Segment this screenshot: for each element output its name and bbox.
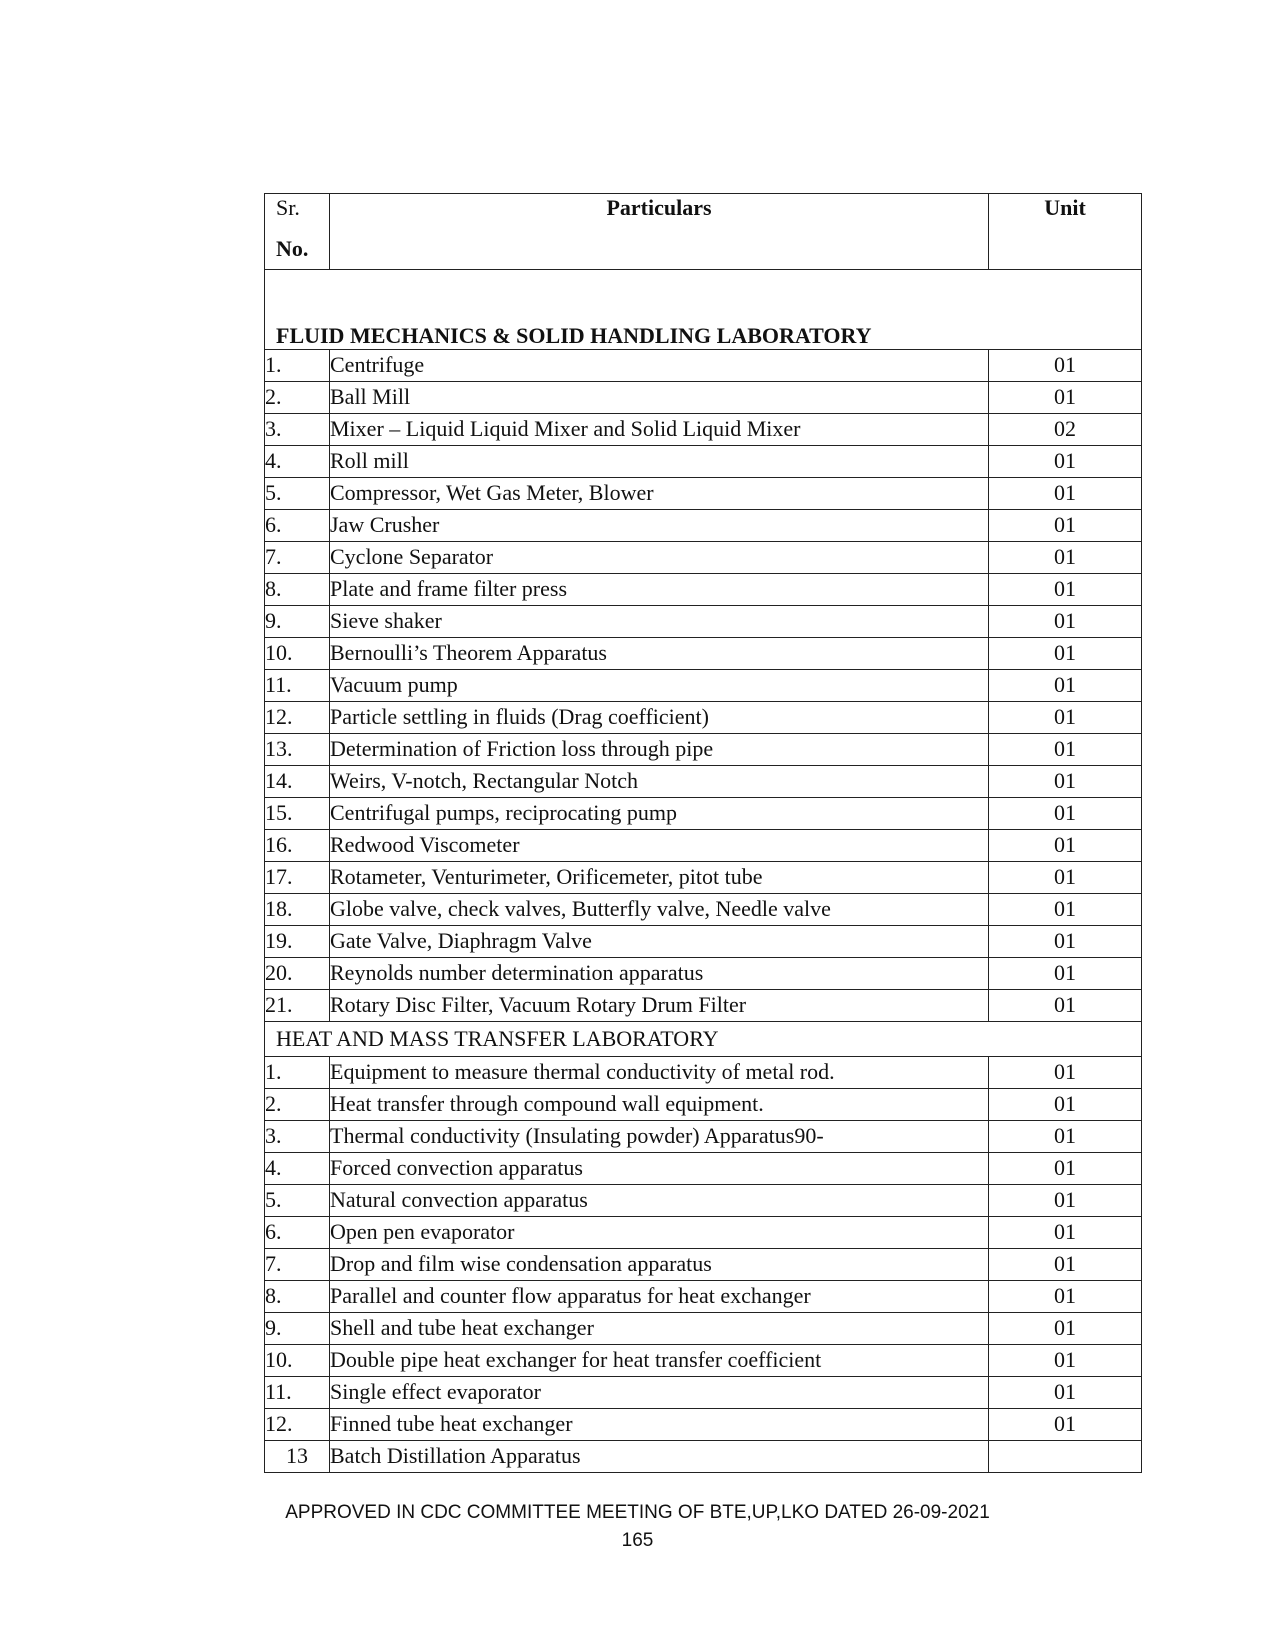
particulars-cell: Finned tube heat exchanger [330, 1409, 989, 1441]
table-row [265, 1345, 1142, 1377]
sr-cell: 11. [265, 1377, 330, 1409]
table-row [265, 382, 1142, 414]
sr-cell: 13 [265, 1441, 330, 1473]
header-particulars: Particulars [330, 194, 989, 270]
section-title: HEAT AND MASS TRANSFER LABORATORY [265, 1022, 1142, 1057]
sr-cell: 7. [265, 542, 330, 574]
equipment-table [264, 193, 1142, 1473]
unit-cell: 01 [989, 1249, 1142, 1281]
table-row [265, 1153, 1142, 1185]
table-row [265, 1089, 1142, 1121]
unit-cell: 01 [989, 606, 1142, 638]
particulars-cell: Centrifugal pumps, reciprocating pump [330, 798, 989, 830]
unit-cell [989, 1441, 1142, 1473]
sr-cell: 6. [265, 1217, 330, 1249]
particulars-cell: Globe valve, check valves, Butterfly valve, Needle valve [330, 894, 989, 926]
particulars-cell: Parallel and counter flow apparatus for heat exchanger [330, 1281, 989, 1313]
sr-cell: 10. [265, 1345, 330, 1377]
particulars-cell: Rotary Disc Filter, Vacuum Rotary Drum Filter [330, 990, 989, 1022]
sr-cell: 4. [265, 1153, 330, 1185]
unit-cell: 01 [989, 1057, 1142, 1089]
particulars-cell: Cyclone Separator [330, 542, 989, 574]
table-row [265, 1057, 1142, 1089]
sr-cell: 9. [265, 606, 330, 638]
table-row [265, 446, 1142, 478]
particulars-cell: Centrifuge [330, 350, 989, 382]
sr-cell: 21. [265, 990, 330, 1022]
particulars-cell: Rotameter, Venturimeter, Orificemeter, pitot tube [330, 862, 989, 894]
header-sr-line1: Sr. [276, 195, 300, 220]
unit-cell: 01 [989, 1281, 1142, 1313]
unit-cell: 01 [989, 446, 1142, 478]
page-number: 165 [621, 1530, 654, 1551]
table-row [265, 958, 1142, 990]
table-row [265, 1377, 1142, 1409]
unit-cell: 01 [989, 1313, 1142, 1345]
header-unit: Unit [989, 194, 1142, 270]
unit-cell: 01 [989, 734, 1142, 766]
section-title: FLUID MECHANICS & SOLID HANDLING LABORATORY [265, 270, 1142, 350]
unit-cell: 01 [989, 510, 1142, 542]
table-row [265, 830, 1142, 862]
particulars-cell: Single effect evaporator [330, 1377, 989, 1409]
unit-cell: 01 [989, 702, 1142, 734]
particulars-cell: Shell and tube heat exchanger [330, 1313, 989, 1345]
table-row [265, 990, 1142, 1022]
unit-cell: 02 [989, 414, 1142, 446]
sr-cell: 7. [265, 1249, 330, 1281]
sr-cell: 11. [265, 670, 330, 702]
sr-cell: 3. [265, 414, 330, 446]
unit-cell: 01 [989, 1217, 1142, 1249]
table-row [265, 1281, 1142, 1313]
unit-cell: 01 [989, 1377, 1142, 1409]
unit-cell: 01 [989, 542, 1142, 574]
particulars-cell: Gate Valve, Diaphragm Valve [330, 926, 989, 958]
particulars-cell: Thermal conductivity (Insulating powder) Apparatus90- [330, 1121, 989, 1153]
particulars-cell: Batch Distillation Apparatus [330, 1441, 989, 1473]
particulars-cell: Determination of Friction loss through pipe [330, 734, 989, 766]
table-row [265, 702, 1142, 734]
unit-cell: 01 [989, 894, 1142, 926]
unit-cell: 01 [989, 670, 1142, 702]
sr-cell: 19. [265, 926, 330, 958]
sr-cell: 4. [265, 446, 330, 478]
table-row [265, 894, 1142, 926]
table-row [265, 350, 1142, 382]
particulars-cell: Plate and frame filter press [330, 574, 989, 606]
particulars-cell: Sieve shaker [330, 606, 989, 638]
particulars-cell: Bernoulli’s Theorem Apparatus [330, 638, 989, 670]
sr-cell: 6. [265, 510, 330, 542]
particulars-cell: Equipment to measure thermal conductivity of metal rod. [330, 1057, 989, 1089]
sr-cell: 8. [265, 1281, 330, 1313]
section-title-row [265, 270, 1142, 350]
unit-cell: 01 [989, 1089, 1142, 1121]
table-row [265, 1249, 1142, 1281]
particulars-cell: Weirs, V-notch, Rectangular Notch [330, 766, 989, 798]
sr-cell: 2. [265, 1089, 330, 1121]
unit-cell: 01 [989, 926, 1142, 958]
sr-cell: 14. [265, 766, 330, 798]
header-sr-line2: No. [276, 236, 309, 262]
table-row [265, 574, 1142, 606]
unit-cell: 01 [989, 478, 1142, 510]
table-row [265, 734, 1142, 766]
particulars-cell: Reynolds number determination apparatus [330, 958, 989, 990]
unit-cell: 01 [989, 766, 1142, 798]
particulars-cell: Particle settling in fluids (Drag coefficient) [330, 702, 989, 734]
unit-cell: 01 [989, 862, 1142, 894]
unit-cell: 01 [989, 990, 1142, 1022]
particulars-cell: Jaw Crusher [330, 510, 989, 542]
table-row [265, 1409, 1142, 1441]
table-row [265, 1121, 1142, 1153]
particulars-cell: Natural convection apparatus [330, 1185, 989, 1217]
sr-cell: 8. [265, 574, 330, 606]
sr-cell: 15. [265, 798, 330, 830]
table-row [265, 1313, 1142, 1345]
particulars-cell: Double pipe heat exchanger for heat transfer coefficient [330, 1345, 989, 1377]
sr-cell: 1. [265, 1057, 330, 1089]
particulars-cell: Redwood Viscometer [330, 830, 989, 862]
unit-cell: 01 [989, 798, 1142, 830]
table-row [265, 670, 1142, 702]
sr-cell: 13. [265, 734, 330, 766]
table-body [265, 270, 1142, 1473]
unit-cell: 01 [989, 382, 1142, 414]
particulars-cell: Roll mill [330, 446, 989, 478]
table-row [265, 414, 1142, 446]
table-row [265, 766, 1142, 798]
unit-cell: 01 [989, 1185, 1142, 1217]
unit-cell: 01 [989, 574, 1142, 606]
particulars-cell: Vacuum pump [330, 670, 989, 702]
unit-cell: 01 [989, 1345, 1142, 1377]
particulars-cell: Compressor, Wet Gas Meter, Blower [330, 478, 989, 510]
particulars-cell: Ball Mill [330, 382, 989, 414]
table-row [265, 798, 1142, 830]
unit-cell: 01 [989, 1153, 1142, 1185]
table-row [265, 542, 1142, 574]
sr-cell: 16. [265, 830, 330, 862]
sr-cell: 2. [265, 382, 330, 414]
unit-cell: 01 [989, 1409, 1142, 1441]
table-row [265, 862, 1142, 894]
sr-cell: 5. [265, 478, 330, 510]
sr-cell: 5. [265, 1185, 330, 1217]
approval-note: APPROVED IN CDC COMMITTEE MEETING OF BTE,UP,LKO DATED 26-09-2021 [285, 1502, 990, 1523]
table-row [265, 1217, 1142, 1249]
sr-cell: 20. [265, 958, 330, 990]
table-row [265, 1185, 1142, 1217]
table-row [265, 1441, 1142, 1473]
sr-cell: 10. [265, 638, 330, 670]
table-header-row [265, 194, 1142, 270]
sr-cell: 1. [265, 350, 330, 382]
sr-cell: 9. [265, 1313, 330, 1345]
sr-cell: 3. [265, 1121, 330, 1153]
table-row [265, 606, 1142, 638]
table-row [265, 510, 1142, 542]
unit-cell: 01 [989, 350, 1142, 382]
sr-cell: 12. [265, 702, 330, 734]
particulars-cell: Heat transfer through compound wall equipment. [330, 1089, 989, 1121]
sr-cell: 17. [265, 862, 330, 894]
unit-cell: 01 [989, 830, 1142, 862]
particulars-cell: Forced convection apparatus [330, 1153, 989, 1185]
table-row [265, 926, 1142, 958]
sr-cell: 18. [265, 894, 330, 926]
particulars-cell: Mixer – Liquid Liquid Mixer and Solid Liquid Mixer [330, 414, 989, 446]
unit-cell: 01 [989, 958, 1142, 990]
unit-cell: 01 [989, 638, 1142, 670]
unit-cell: 01 [989, 1121, 1142, 1153]
sr-cell: 12. [265, 1409, 330, 1441]
particulars-cell: Drop and film wise condensation apparatus [330, 1249, 989, 1281]
header-sr-no [265, 194, 330, 270]
table-row [265, 478, 1142, 510]
section-title-row [265, 1022, 1142, 1057]
particulars-cell: Open pen evaporator [330, 1217, 989, 1249]
table-row [265, 638, 1142, 670]
